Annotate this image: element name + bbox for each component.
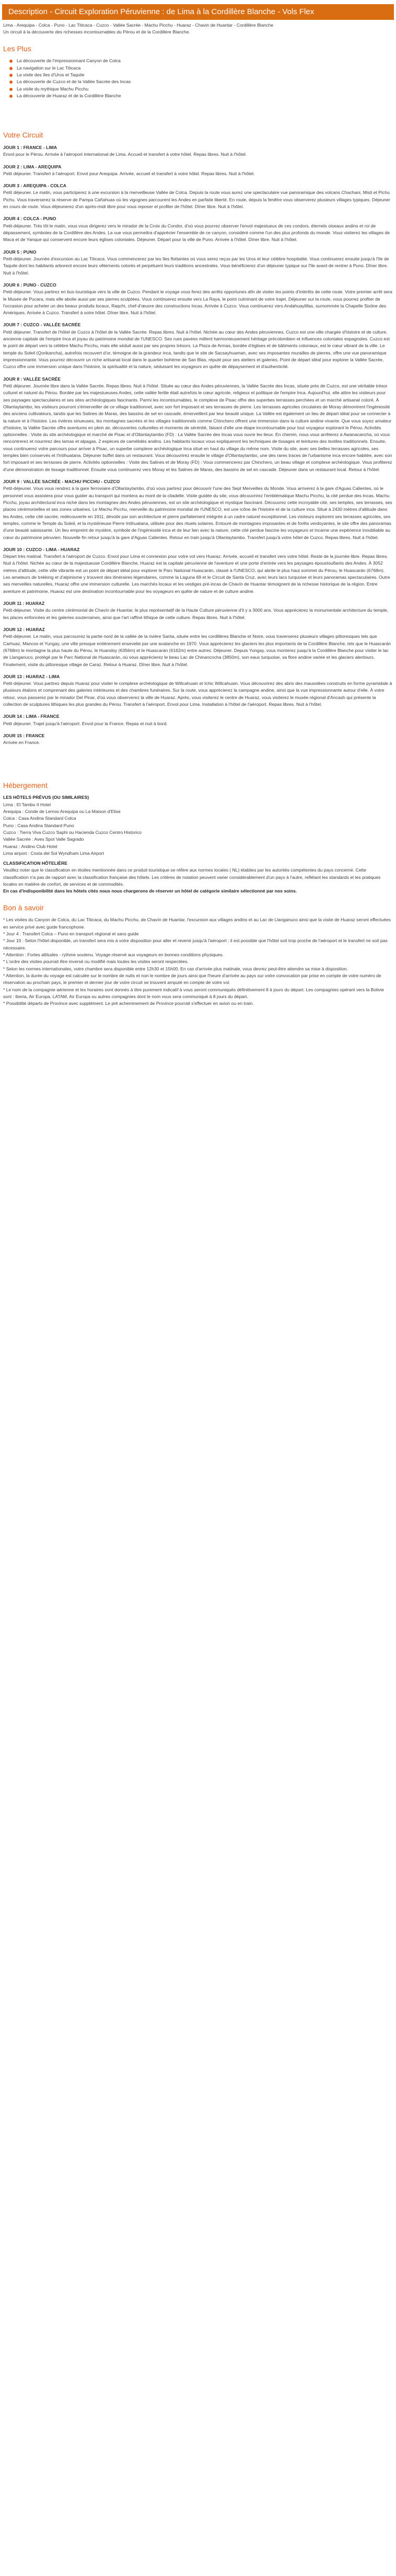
day-block (3, 713, 393, 727)
hotel-entry: Huaraz : Andino Club Hotel (3, 843, 57, 849)
day-description: Petit déjeuner. Transfert à l'aéroport. Envol pour Arequipa. Arrivée, accueil et transfert à votre hôtel. Repas libres. Nuit à l'hôtel. (3, 170, 255, 176)
day-title: JOUR 2 : LIMA - AREQUIPA (3, 164, 62, 169)
intro (3, 22, 393, 36)
day-title: JOUR 6 : PUNO - CUZCO (3, 282, 56, 288)
day-block (3, 546, 393, 595)
classification-title: CLASSIFICATION HÔTELIÈRE (3, 861, 68, 866)
plus-item: La découverte de l'impressionnant Canyon de Colca (9, 58, 393, 64)
day-block (3, 478, 393, 541)
day-title: JOUR 7 : CUZCO - VALLÉE SACRÉE (3, 322, 81, 328)
summary-text: Un circuit à la découverte des richesses incontournables du Pérou et de la Cordillère Blanche. (3, 29, 190, 35)
day-block (3, 249, 393, 277)
main-content (0, 22, 396, 1007)
plus-list (9, 58, 393, 99)
plus-item: La navigation sur le Lac Titicaca (9, 65, 393, 72)
day-block (3, 600, 393, 621)
day-block (3, 673, 393, 708)
day-block (3, 376, 393, 473)
notes-section (3, 902, 393, 1007)
day-description: Petit-déjeuner. Vous partirez en bus touristique vers la ville de Cuzco. Pendant le voyage vous ferez des arrêts opportunes afin de visiter les points d'intérêts de cette route. Votre premier arrêt sera le Musée de Pucara, mais elle abolie aussi par ses pierres sculptées. Vous continuerez ensuite vers La Raya, le point culminant de votre trajet. Déjeuner sur la route, vous pourrez profiter de l'occasion pour acheter un des beaux produits locaux, Raqchi, chef-d'œuvre des constructions Incas. Arrivée à Cuzco. Vous continuerez vers Andahuaylillas, surnommée la Chapelle Sixtine des Amériques. Arrivée à Cuzco. Transfert à votre hôtel. Dîner libre. Nuit à l'hôtel. (3, 289, 392, 316)
day-title: JOUR 5 : PUNO (3, 249, 37, 255)
note-item: * Jour 4 : Transfert Colca – Puno en transport régional et sans guide (3, 931, 139, 936)
hotels-subheading: LES HÔTELS PRÉVUS (OU SIMILAIRES) (3, 795, 89, 800)
notes-heading: Bon à savoir (3, 903, 44, 912)
day-description: Envol pour le Pérou. Arrivée à l'aéroport international de Lima. Accueil et transfert à votre hôtel. Repas libres. Nuit à l'hôtel. (3, 152, 247, 157)
day-description: Petit déjeuner. Trajet jusqu'à l'aéroport. Envol pour la France. Repas et nuit à bord. (3, 720, 168, 726)
plus-item: La visite des îles d'Uros et Taquile (9, 72, 393, 78)
note-item: * Selon les normes internationales, votre chambre sera disponible entre 12h30 et 15h00. En cas d'arrivée plus matinale, vous devrez peut-être attendre sa mise à disposition. (3, 966, 348, 971)
day-block (3, 322, 393, 370)
day-title: JOUR 10 : CUZCO - LIMA - HUARAZ (3, 546, 80, 552)
note-item: * Les visites du Canyon de Colca, du Lac Titicaca, du Machu Picchu, de Chavín de Huantar, l'excursion aux villages andins et au Lac de Llanganuco ainsi que la visite de Huaraz seront effectuées en service privé avec guide francophone. (3, 917, 391, 930)
day-description: Petit-déjeuner. Le matin, vous parcourrez la partie nord de la vallée de la rivière Santa, située entre les cordillères Blanche et Noire, vous traverserez plusieurs villages pittoresques tels que Carhuaz, Mancos et Yungay, une ville presque entièrement ensevelie par une avalanche en 1970. Vous apprécierez les glaciers les plus importants de la Cordillère Blanche, tels que le Huascarán (6768m) le montagne la plus haute du Pérou, le Huandoy (6356m) et le Huascarán (6162m) entre autres. Déjeuner. Depuis Yungay, vous monterez jusqu'à la Cordillère Blanche pour visiter le lac de Llanganuco, protégé par le Parc National de Huascarán, où vous apprécierez le beau Lac de Chinancocha (3850m), son eaux turquoise, sa flore andine variée et les glaciers alentours. Finalement, visite du pittoresque village de Caraz. Retour à Huaraz. Dîner libre. Nuit à l'hôtel. (3, 634, 391, 667)
hotel-entry: Lima : El Tambo II Hotel (3, 802, 51, 807)
day-block (3, 164, 393, 178)
route-text: Lima - Arequipa - Colca - Puno - Lac Titicaca - Cuzco - Vallée Sacrée - Machu Picchu - Huaraz - Chavin de Huantar - Cordillère Blanche (3, 22, 274, 28)
day-title: JOUR 13 : HUARAZ - LIMA (3, 673, 60, 679)
day-description: Petit déjeuner. Le matin, vous participerez à une excursion à la merveilleuse Vallée de Colca. Depuis la route vous aurez une spectaculaire vue panoramique des volcans Chachani, Misti et Pichu Pichu. Vous traverserez la réserve de Pampa Cañahuas où les vigognes parcourent les Andes en parfaite liberté. En route, depuis la fenêtre vous observerez plusieurs villages typiques. Déjeuner en cours de route. Vous déjeunerez d'un après-midi libre pour vous reposer et profiter de l'hôtel. Dîner libre. Nuit à l'hôtel. (3, 190, 390, 210)
day-block (3, 144, 393, 158)
day-block (3, 282, 393, 317)
notes-list (3, 917, 393, 1007)
plus-item: La découverte de Huaraz et de la Cordillère Blanche (9, 93, 393, 99)
hotel-entry: Vallée Sacrée : Aves Spot Valle Sagrado (3, 837, 84, 842)
day-description: Petit-déjeuner. Très tôt le matin, vous vous dirigerez vers le mirador de la Croix du Condor, d'où vous pourrez observer l'envol majestueux de ces condors, éternels oiseaux andins et roi de dépassement, symboles de la Cordillère des Andes. La vue vous permettra d'apprécier l'ensemble de ce canyon, considéré comme l'un des plus profonds du monde. Vous visiterez les villages de Maca et de Yanque qui conservent encore leurs églises coloniales. Déjeuner. Départ pour la ville de Puno. Arrivée à l'hôtel. Dîner libre. Nuit à l'hôtel. (3, 223, 390, 243)
day-title: JOUR 12 : HUARAZ (3, 626, 45, 632)
hotels-heading: Hébergement (3, 781, 48, 789)
note-item: * Jour 10 : Selon l'hôtel disponible, un transfert sera mis à votre disposition pour aller et revenir jusqu'à l'aéroport ; il est possible que l'hôtel soit trop proche de l'aéroport et le transfert ne soit pas nécessaire. (3, 938, 388, 951)
day-description: Petit déjeuner. Transfert de l'hôtel de Cuzco à l'hôtel de la Vallée Sacrée. Repas libres. Nuit à l'hôtel. Nichée au cœur des Andes péruviennes, Cuzco est une ville chargée d'histoire et de culture, ancienne capitale de l'empire Inca et joyau du patrimoine mondial de l'UNESCO. Ses rues pavées mêlent harmonieusement héritage précolombien et influences coloniales espagnoles. Cuzco est le point de départ vers la célèbre Machu Picchu, mais elle séduit aussi par ses propres trésors. La Plaza de Armas, bordée d'églises et de bâtiments coloniaux, est le cœur vibrant de la ville. Le temple du Soleil (Qorikancha), autrefois recouvert d'or, témoigne de la grandeur inca, tandis que le site de Sacsayhuaman, avec ses imposantes murailles de pierres, offre une vue panoramique impressionnante. Vous pourrez découvrir un riche artisanat local dans le quartier bohème de San Blas, réputé pour ses ateliers et galeries. Point de départ idéal pour explorer la Vallée Sacrée, Cuzco offre une immersion unique dans l'histoire, la spiritualité et la nature, séduisant les voyageurs en quête de dépaysement et d'authenticité. (3, 329, 390, 370)
day-title: JOUR 14 : LIMA - FRANCE (3, 714, 60, 719)
note-item: * Le nom de la compagnie aérienne et les horaires sont donnés à titre purement indicatif à vous seront communiqués définitivement 8 à jours du départ. Les compagnies opérant vers la Bolivie sont : Iberia, Air Europa, LATAM, Air Europa ou autres compagnies dont le nom vous sera communiqué à 8 jours du départ. (3, 987, 384, 999)
circuit-heading: Votre Circuit (3, 131, 43, 140)
day-block (3, 626, 393, 668)
day-description: Petit-déjeuner. Journée d'excursion au Lac Titicaca. Vous commencerez par les îles flottantes où vous serez reçus par les Uros et leur célèbre hospitalité. Vous continuerez ensuite jusqu'à l'île de Taquile dont les habitants arborent encore leurs vêtements colorés et perpétuent leurs traditions ancestrales. Vous bénéficierez d'un déjeuner typique sur l'île avant de rentrer à Puno. Dîner libre. Nuit à l'hôtel. (3, 256, 389, 276)
title-banner (2, 4, 394, 20)
note-item: * Attention, la durée du voyage est calculée sur le nombre de nuits et non le nombre de jours ainsi que l'heure d'arrivée au pays sur votre convocation par prise en compte de votre numéro de réservation au prochain pays, le premier et dernier jour de votre circuit se trouvent amputé en compte de votre vol. (3, 972, 381, 986)
hotel-list (3, 802, 393, 857)
availability-notice: En cas d'indisponibilité dans les hôtels cités nous nous chargerons de réserver un hôtel de catégorie similaire sélectionné par nos soins. (3, 888, 297, 894)
page-title: Description - Circuit Exploration Péruvienne : de Lima à la Cordillère Blanche - Vols Flex (8, 7, 315, 16)
day-block (3, 732, 393, 747)
hotel-entry: Cuzco : Tierra Viva Cuzco Saphi ou Hacienda Cuzco Centro Historico (3, 829, 142, 835)
hotel-entry: Lima airport : Costa del Sol Wyndham Lima Airport (3, 850, 104, 856)
note-item: * L'ordre des visites pourrait être inversé ou modifié mais toutes les visites seront respectées. (3, 959, 189, 965)
day-block (3, 215, 393, 243)
day-title: JOUR 9 : VALLÉE SACRÉE - MACHU PICCHU - CUZCO (3, 479, 120, 484)
day-title: JOUR 3 : AREQUIPA - COLCA (3, 183, 66, 189)
day-description: Arrivée en France. (3, 740, 40, 746)
note-item: * Possibilité départs de Province avec supplément. Le pré acheminement de Province pourrait s'effectuer en avion ou en train. (3, 1001, 254, 1006)
page (0, 0, 396, 1012)
day-description: Petit-déjeuner. Vous vous rendrez à la gare ferroviaire d'Ollantaytambo, d'où vous partirez pour découvrir l'une des Sept Merveilles du Monde. Vous arriverez à la gare d'Aguas Calientes, où le personnel vous assistera pour vous guider au transport qui montera au mont de la citadelle. Visite guidée du site, vous découvrirez l'emblématique Machu Picchu, la cité perdue des Incas. Machu Picchu, joyau architectural inca niché dans les montagnes des Andes péruviennes, est un site archéologique et mystique fascinant. Découvrez cette incroyable cité, ses temples, ses terrasses, ses places cérémonielles et ses zones urbaines. Le Machu Picchu, merveille du patrimoine mondial de l'UNESCO, est une icône de l'histoire et de la culture inca. Situé à 2430 mètres d'altitude dans les Andes, cette cité sacrée, redécouverte en 1911, dévoile par son architecture et pierre parfaitement intégrée à un cadre naturel exceptionnel. Les visiteurs explorent ses terrasses agricoles, ses temples, comme le Temple du Soleil, et la mystérieuse Pierre Intihuatana, utilisée pour des rituels solaires. Entouré de montagnes imposantes et de forêts verdoyantes, le site offre des panoramas d'une beauté saisissante. Un lieu empreint de mystère, symbole de l'ingéniosité inca et de leur lien avec la nature, cette cité perdue fascine les voyageurs et incarne une expérience inoubliable au cœur du patrimoine péruvien. Nouvelle fin retour jusqu'à la gare d'Aguas Calientes. Retour en train jusqu'à Ollantaytambo. Transfert jusqu'à votre hôtel de Cuzco. Repas libres. Nuit à l'hôtel. (3, 486, 392, 540)
plus-heading: Les Plus (3, 44, 31, 53)
hotel-entry: Arequipa : Conde de Lemos Arequipa ou La Maison d'Elise (3, 808, 121, 814)
hotel-entry: Puno : Casa Andina Standard Puno (3, 822, 74, 828)
itinerary (3, 144, 393, 747)
day-title: JOUR 15 : FRANCE (3, 733, 45, 738)
day-description: Petit déjeuner. Journée libre dans la Vallée Sacrée. Repas libres. Nuit à l'hôtel. Située au cœur des Andes péruviennes, la Vallée Sacrée des Incas, située près de Cuzco, est une véritable trésor culturel et naturel du Pérou. Bordée par les majestueuses Andes, cette vallée fertile était autrefois le cœur agricole, religieux et politique de l'empire Inca. Aujourd'hui, elle attire les visiteurs pour ses paysages spectaculaires et ses sites archéologiques fascinants. Parmi les incontournables, le complexe de Pisac offre des superbes terrasses perchées et un marché artisanal coloré. À Ollantaytambo, les visiteurs pourront s'émerveiller de ce village traditionnel, avec son fort imposant et ses terrasses de pierre. Les terrasses agricoles circulaires de Moray démontrent l'ingéniosité des anciens cultivateurs, tandis que les Salines de Maras, des bassins de sel en cascade, émerveillent par leur beauté unique. La Vallée est également un lieu de départ idéal pour se connecter à la nature et à l'histoire. Les rivières sinueuses, les montagnes sacrées et les villages traditionnels comme Chinchero offrent une immersion dans la culture andine vivante. Que vous soyez amateur d'histoire, la Vallée Sacrée offre aventures en plein air, découvertes culturelles et moments de sérénité, faisant d'elle une étape incontournable pour tout voyageur explorant le Pérou. Activités optionnelles : Visite du site archéologique et marché de Pisac et d'Ollantaytambo (FD) : La Vallée Sacrée des Incas vous ouvre les lieux. En chemin, nous vous arrêterez à Awanacancha, où vous rencontrerez et nourrirez des lamas et alpagas, 2 espèces de camélidés andins. Les habitants locaux vous expliqueront les techniques de tissages et teintures des textiles traditionnels. Ensuite, vous continuerez votre parcours pour arriver à Pisac, un superbe complexe archéologique Inca situé en haut du village du même nom. Visite du site, avec ses belles terrasses agricoles, ses temples bien conservés et l'Intihuatana. Déjeuner buffet dans un restaurant. Vous découvrirez ensuite le village d'Ollantaytambo, une des rares traces de l'urbanisme inca encore habitée, avec son fort imposant et ses terrasses de pierre. Activités optionnelles : Visite des Salines et de Moray (FD) : Vous commencerez par Chinchero, un beau village et complexe archéologique. Vous profiterez d'une démonstration de tissage traditionnel. Ensuite vous continuerez vers Moray et les Salines de Maras, des bassins de sel en cascade. Déjeuner dans un restaurant local. Retour à l'hôtel. (3, 383, 392, 472)
hotels-section (3, 780, 393, 895)
hotel-entry: Colca : Casa Andina Standard Colca (3, 816, 76, 821)
classification-text: Veuillez noter que le classification en étoiles mentionnée dans ce produit touristique se réfère aux normes locales ( NL) établies par les autorités compétentes du pays concerné. Cette classification n'a pas de rapport avec la classification française des hôtels. Les critères de notation peuvent varier considérablement d'un pays à l'autre, reflétant les standards et les pratiques locales en matière de confort, de services et de commodités. (3, 867, 381, 887)
day-title: JOUR 8 : VALLÉE SACRÉE (3, 376, 61, 382)
day-title: JOUR 1 : FRANCE - LIMA (3, 144, 57, 150)
day-block (3, 182, 393, 210)
day-title: JOUR 11 : HUARAZ (3, 601, 45, 606)
day-description: Départ très matinal. Transfert à l'aéroport de Cuzco. Envol pour Lima et connexion pour votre vol vers Huaraz. Arrivée, accueil et transfert vers votre hôtel. Reste de la journée libre. Repas libres. Nuit à l'hôtel. Nichée au cœur de la majestueuse Cordillère Blanche, Huaraz est la capitale péruvienne de l'aventure et une porte d'entrée vers les paysages époustouflants des Andes. À 3052 mètres d'altitude, cette ville vibrante est un point de départ idéal pour explorer le Parc National Huascarán, classé à l'UNESCO, qui abrite le plus haut sommet du Pérou, le Huascarán (6768m). Les amateurs de trekking et d'alpinisme y trouvent des itinéraires légendaires, comme la Laguna 69 et le Circuit de Santa Cruz, avec leurs lacs turquoise et leurs panoramas spectaculaires. Outre ses merveilles naturelles, Huaraz offre une immersion culturelle. Les marchés locaux et les vestiges pré-incas de Chavín de Huantar témoignent de la richesse historique de la région. Entre aventure et patrimoine, Huaraz est une destination incontournable pour les voyageurs en quête de nature et de culture andine. (3, 554, 390, 594)
day-description: Petit-déjeuner. Visite du centre cérémonial de Chavín de Huantar, le plus représentatif de la Haute Culture péruvienne d'il y a 3000 ans. Vous apprécierez la monumentale architecture du temple, les places enfoncées et les galeries souterraines, ainsi que l'art raffiné lithique de cette culture. Repas libres. Nuit à l'hôtel. (3, 608, 389, 620)
day-description: Petit-déjeuner. Vous partirez depuis Huaraz pour visiter le complexe archéologique de Willcahuain et Ichic Willcahuain. Vous découvrirez des abris des mausolées construits en forme pyramidale à plusieurs étalons et comprenant des galeries intérieures et des chambres funéraires. Sur la route, vous apprécierez la campagne andine, ainsi que la vue impressionnante autour d'elle. À votre retour, vous passerez par le mirador Del Pinar, d'où vous observerez la ville de Huaraz. Après, vous visiterez le centre de Huaraz, vous visiterez le musée régional d'Ancash qui présente la collection de sculptures lithiques les plus grandes du Pérou. Transfert à l'aéroport. Envol pour Lima. Installation à l'hôtel de l'aéroport. Repas libres. Nuit à l'hôtel. (3, 681, 392, 707)
plus-item: La visite du mythique Machu Picchu (9, 86, 393, 93)
note-item: * Attention : Fortes altitudes - rythme soutenu. Voyage réservé aux voyageurs en bonnes conditions physiques. (3, 952, 224, 957)
plus-item: La découverte de Cuzco et de la Vallée Sacrée des Incas (9, 78, 393, 85)
day-title: JOUR 4 : COLCA - PUNO (3, 216, 56, 222)
